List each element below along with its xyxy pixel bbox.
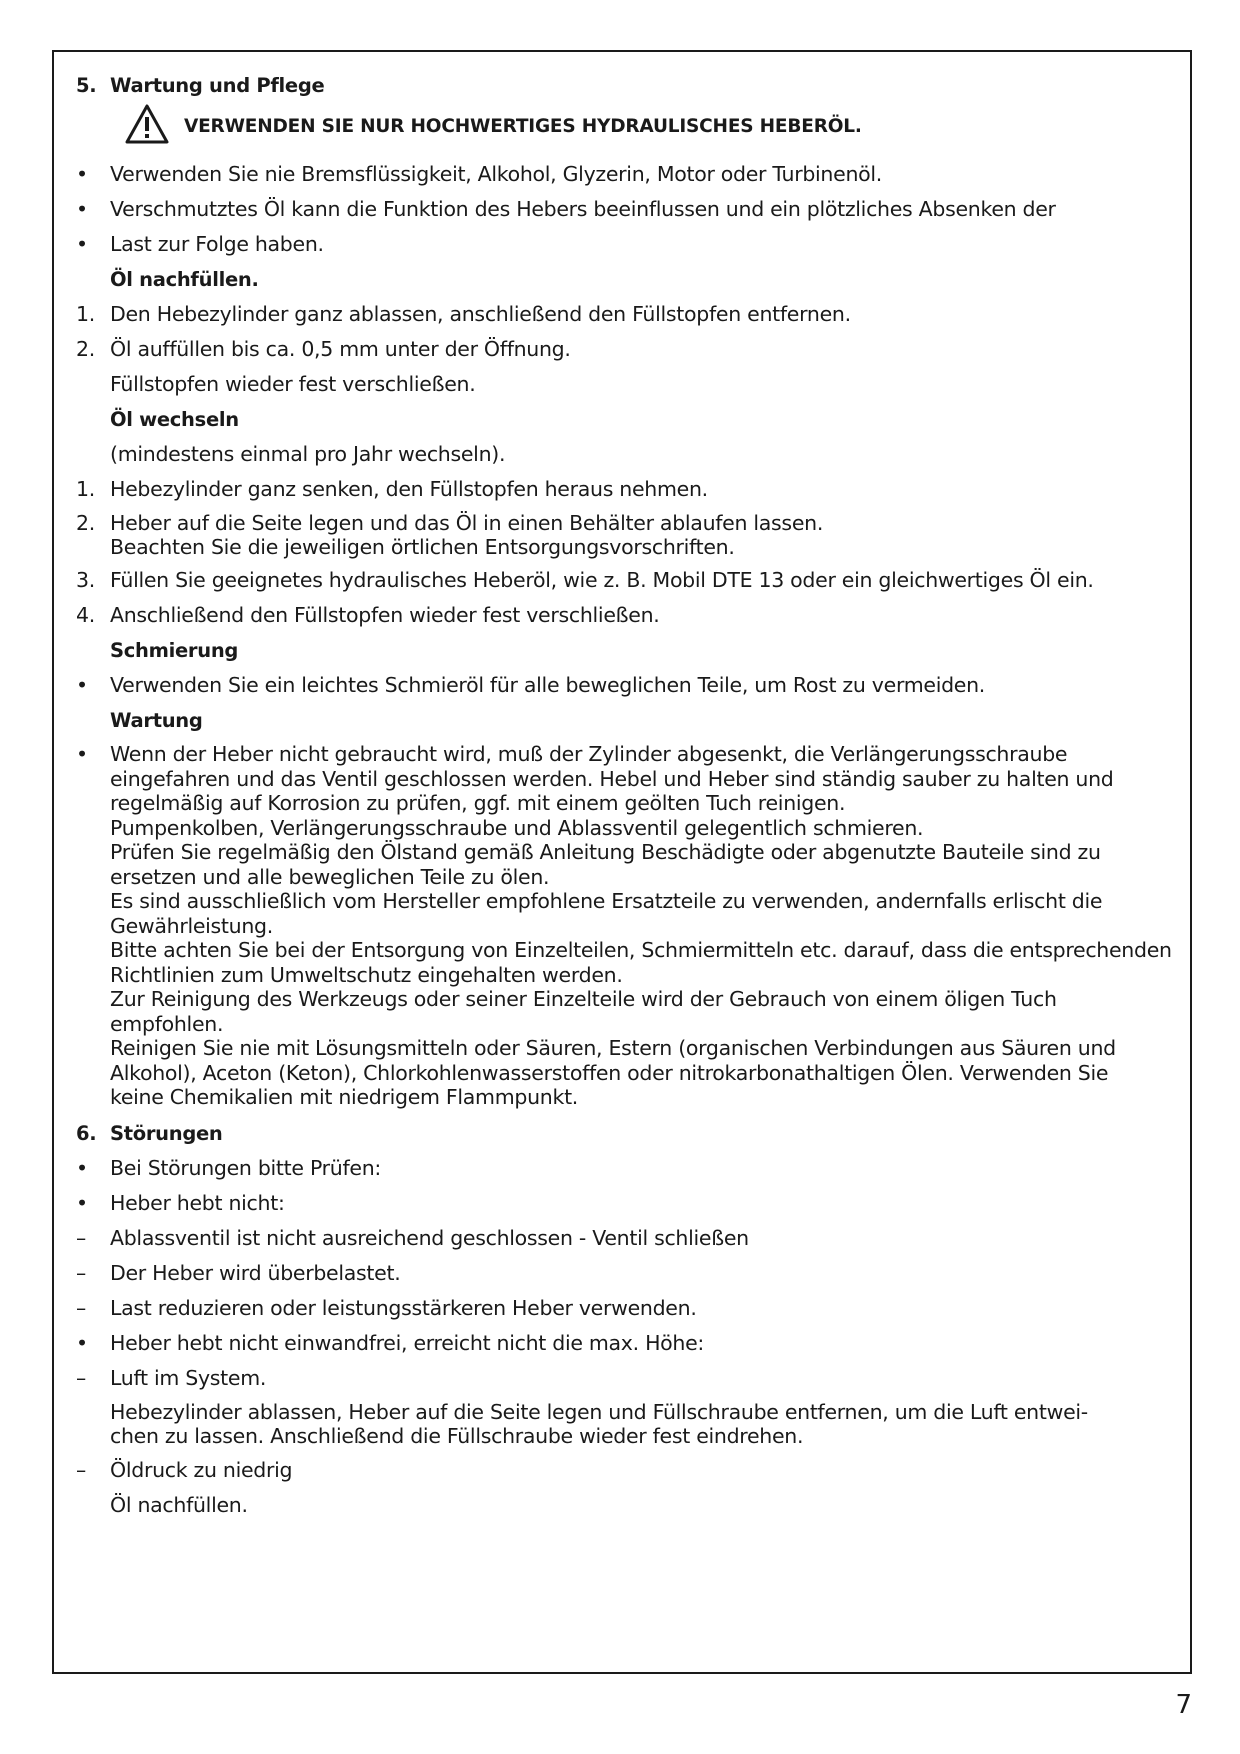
list-item: • Last zur Folge haben.: [76, 232, 324, 256]
section-title: Wartung und Pflege: [110, 74, 325, 97]
step-number: 4.: [76, 603, 95, 627]
list-item: – Ablassventil ist nicht ausreichend geschlossen - Ventil schließen: [76, 1225, 749, 1250]
bullet-marker: •: [76, 197, 88, 221]
warning-text: VERWENDEN SIE NUR HOCHWERTIGES HYDRAULISCHES HEBERÖL.: [184, 115, 862, 137]
list-item: • Bei Störungen bitte Prüfen:: [76, 1155, 381, 1180]
section-5-heading: [76, 72, 1176, 99]
list-item: 1. Hebezylinder ganz senken, den Füllstopfen heraus nehmen.: [76, 477, 708, 501]
subheading-change: Öl wechseln: [110, 408, 239, 431]
dash-marker: –: [76, 1457, 86, 1482]
list-item: – Öldruck zu niedrig: [76, 1457, 293, 1482]
list-item: 3. Füllen Sie geeignetes hydraulisches Heberöl, wie z. B. Mobil DTE 13 oder ein gleichwertiges Öl ein.: [76, 568, 1094, 592]
pressure-fix: Öl nachfüllen.: [110, 1492, 248, 1517]
bullet-marker: •: [76, 1190, 88, 1215]
list-item: • Heber hebt nicht:: [76, 1190, 285, 1215]
step-number: 2.: [76, 337, 95, 361]
step-number: 3.: [76, 568, 95, 592]
dash-marker: –: [76, 1295, 86, 1320]
list-item: – Last reduzieren oder leistungsstärkeren Heber verwenden.: [76, 1295, 697, 1320]
bullet-marker: •: [76, 742, 88, 766]
bullet-marker: •: [76, 162, 88, 186]
step-number: 2.: [76, 511, 95, 535]
list-item: 1. Den Hebezylinder ganz ablassen, anschließend den Füllstopfen entfernen.: [76, 302, 851, 326]
step-number: 1.: [76, 302, 95, 326]
bullet-marker: •: [76, 232, 88, 256]
document-content: [76, 72, 1176, 1519]
list-item: • Heber hebt nicht einwandfrei, erreicht nicht die max. Höhe:: [76, 1330, 705, 1355]
subheading-refill: Öl nachfüllen.: [110, 268, 259, 291]
dash-marker: –: [76, 1365, 86, 1390]
section-title: Störungen: [110, 1121, 223, 1145]
list-item: 2. Öl auffüllen bis ca. 0,5 mm unter der Öffnung.: [76, 337, 571, 361]
section-6-heading: [76, 1120, 1176, 1147]
list-item: – Der Heber wird überbelastet.: [76, 1260, 401, 1285]
list-item: 4. Anschließend den Füllstopfen wieder fest verschließen.: [76, 603, 660, 627]
page-number: 7: [1175, 1690, 1192, 1720]
refill-after: Füllstopfen wieder fest verschließen.: [110, 372, 476, 396]
bullet-marker: •: [76, 1330, 88, 1355]
section-number: 5.: [76, 74, 97, 97]
list-item: 2. Heber auf die Seite legen und das Öl in einen Behälter ablaufen lassen. Beachten Sie die jeweiligen örtlichen Entsorgungsvorschriften.: [76, 511, 824, 559]
dash-marker: –: [76, 1225, 86, 1250]
subheading-lubrication: Schmierung: [110, 639, 239, 662]
list-item: – Luft im System.: [76, 1365, 267, 1390]
warning-triangle-icon: [124, 103, 170, 145]
air-fix: Hebezylinder ablassen, Heber auf die Seite legen und Füllschraube entfernen, um die Luft entwei- chen zu lassen. Anschließend die Füllschraube wieder fest eindrehen.: [110, 1399, 1088, 1448]
section-number: 6.: [76, 1121, 97, 1145]
maintenance-paragraph: • Wenn der Heber nicht gebraucht wird, muß der Zylinder abgesenkt, die Verlängerungsschraube eingefahren und das Ventil geschlossen werden. Hebel und Heber sind ständig sauber zu halten und regelmäßig auf Korrosion zu prüfen, ggf. mit einem geölten Tuch reinigen. Pumpenkolben, Verlängerungsschraube und Ablassventil gelegentlich schmieren. Prüfen Sie regelmäßig den Ölstand gemäß Anleitung Beschädigte oder abgenutzte Bauteile sind zu ersetzen und alle beweglichen Teile zu ölen. Es sind ausschließlich vom Hersteller empfohlene Ersatzteile zu verwenden, andernfalls erlischt die Gewährleistung. Bitte achten Sie bei der Entsorgung von Einzelteilen, Schmiermitteln etc. darauf, dass die entsprechenden Richtlinien zum Umweltschutz eingehalten werden. Zur Reinigung des Werkzeugs oder seiner Einzelteile wird der Gebrauch von einem öligen Tuch empfohlen. Reinigen Sie nie mit Lösungsmitteln oder Säuren, Estern (organischen Verbindungen aus Säuren und Alkohol), Aceton (Keton), Chlorkohlenwasserstoffen oder nitrokarbonathaltigen Ölen. Verwenden Sie keine Chemikalien mit niedrigem Flammpunkt.: [76, 742, 1172, 1109]
list-item: • Verschmutztes Öl kann die Funktion des Hebers beeinflussen und ein plötzliches Absenken der: [76, 197, 1056, 221]
change-note: (mindestens einmal pro Jahr wechseln).: [110, 442, 506, 466]
subheading-maintenance: Wartung: [110, 709, 203, 732]
step-number: 1.: [76, 477, 95, 501]
bullet-marker: •: [76, 673, 88, 697]
bullet-marker: •: [76, 1155, 88, 1180]
dash-marker: –: [76, 1260, 86, 1285]
warning-box: [76, 99, 1176, 153]
list-item: • Verwenden Sie ein leichtes Schmieröl für alle beweglichen Teile, um Rost zu vermeiden.: [76, 673, 986, 697]
list-item: • Verwenden Sie nie Bremsflüssigkeit, Alkohol, Glyzerin, Motor oder Turbinenöl.: [76, 162, 882, 186]
